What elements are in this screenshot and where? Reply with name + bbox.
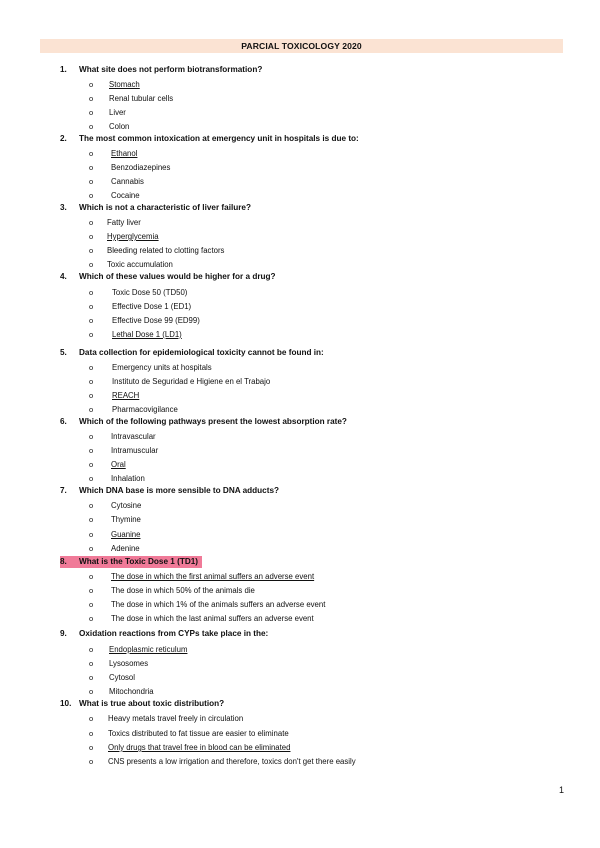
bullet-icon: o bbox=[89, 177, 94, 186]
bullet-icon: o bbox=[89, 645, 94, 654]
bullet-icon: o bbox=[89, 743, 94, 752]
bullet-icon: o bbox=[89, 673, 94, 682]
answer-option: Cytosine bbox=[111, 501, 142, 510]
bullet-icon: o bbox=[89, 302, 94, 311]
bullet-icon: o bbox=[89, 191, 94, 200]
bullet-icon: o bbox=[89, 729, 94, 738]
question-text: What is the Toxic Dose 1 (TD1) bbox=[79, 557, 199, 566]
answer-option: Instituto de Seguridad e Higiene en el Trabajo bbox=[112, 377, 271, 386]
answer-option-correct: Only drugs that travel free in blood can be eliminated bbox=[108, 743, 291, 752]
bullet-icon: o bbox=[89, 316, 94, 325]
answer-option: Inhalation bbox=[111, 474, 145, 483]
answer-option-correct: Endoplasmic reticulum bbox=[109, 645, 188, 654]
answer-option: Colon bbox=[109, 122, 130, 131]
answer-option-correct: Stomach bbox=[109, 80, 140, 89]
question-number: 1. bbox=[60, 65, 67, 74]
question-number: 3. bbox=[60, 203, 67, 212]
question-10 bbox=[60, 698, 224, 710]
answer-option-correct: Ethanol bbox=[111, 149, 138, 158]
bullet-icon: o bbox=[89, 757, 94, 766]
answer-option: Intramuscular bbox=[111, 446, 159, 455]
bullet-icon: o bbox=[89, 260, 94, 269]
question-6 bbox=[60, 416, 347, 428]
bullet-icon: o bbox=[89, 572, 94, 581]
question-text: Which is not a characteristic of liver failure? bbox=[79, 203, 251, 212]
question-text: Data collection for epidemiological toxicity cannot be found in: bbox=[79, 348, 324, 357]
question-number: 6. bbox=[60, 417, 67, 426]
bullet-icon: o bbox=[89, 474, 94, 483]
bullet-icon: o bbox=[89, 330, 94, 339]
question-text: What site does not perform biotransformation? bbox=[79, 65, 263, 74]
question-7 bbox=[60, 485, 279, 497]
question-text: Which DNA base is more sensible to DNA adducts? bbox=[79, 486, 280, 495]
answer-option: Benzodiazepines bbox=[111, 163, 171, 172]
title-band bbox=[40, 39, 563, 53]
answer-option: Effective Dose 1 (ED1) bbox=[112, 302, 192, 311]
question-number: 7. bbox=[60, 486, 67, 495]
bullet-icon: o bbox=[89, 108, 94, 117]
question-number: 8. bbox=[60, 557, 67, 566]
answer-option: CNS presents a low irrigation and therefore, toxics don't get there easily bbox=[108, 757, 356, 766]
bullet-icon: o bbox=[89, 530, 94, 539]
answer-option: Effective Dose 99 (ED99) bbox=[112, 316, 200, 325]
answer-option: Liver bbox=[109, 108, 126, 117]
question-number: 5. bbox=[60, 348, 67, 357]
question-text: Which of the following pathways present the lowest absorption rate? bbox=[79, 417, 347, 426]
question-text: Which of these values would be higher for a drug? bbox=[79, 272, 276, 281]
answer-option: Lysosomes bbox=[109, 659, 149, 668]
bullet-icon: o bbox=[89, 515, 94, 524]
bullet-icon: o bbox=[89, 446, 94, 455]
question-number: 4. bbox=[60, 272, 67, 281]
question-1 bbox=[60, 64, 262, 76]
question-4 bbox=[60, 271, 276, 283]
question-9 bbox=[60, 628, 268, 640]
bullet-icon: o bbox=[89, 94, 94, 103]
bullet-icon: o bbox=[89, 377, 94, 386]
bullet-icon: o bbox=[89, 122, 94, 131]
answer-option: Thymine bbox=[111, 515, 141, 524]
answer-option-correct: REACH bbox=[112, 391, 140, 400]
question-text: The most common intoxication at emergency unit in hospitals is due to: bbox=[79, 134, 359, 143]
bullet-icon: o bbox=[89, 432, 94, 441]
question-number: 9. bbox=[60, 629, 67, 638]
answer-option: Bleeding related to clotting factors bbox=[107, 246, 225, 255]
answer-option: Toxic accumulation bbox=[107, 260, 173, 269]
question-number: 2. bbox=[60, 134, 67, 143]
bullet-icon: o bbox=[89, 80, 94, 89]
answer-option: Cytosol bbox=[109, 673, 135, 682]
answer-option: Toxic Dose 50 (TD50) bbox=[112, 288, 188, 297]
answer-option-correct: Lethal Dose 1 (LD1) bbox=[112, 330, 182, 339]
bullet-icon: o bbox=[89, 600, 94, 609]
answer-option: Pharmacovigilance bbox=[112, 405, 178, 414]
bullet-icon: o bbox=[89, 391, 94, 400]
bullet-icon: o bbox=[89, 687, 94, 696]
bullet-icon: o bbox=[89, 501, 94, 510]
bullet-icon: o bbox=[89, 714, 94, 723]
question-2 bbox=[60, 133, 359, 145]
answer-option: Toxics distributed to fat tissue are easier to eliminate bbox=[108, 729, 289, 738]
bullet-icon: o bbox=[89, 218, 94, 227]
answer-option: Intravascular bbox=[111, 432, 156, 441]
question-text: What is true about toxic distribution? bbox=[79, 699, 225, 708]
question-number: 10. bbox=[60, 699, 72, 708]
document-title: PARCIAL TOXICOLOGY 2020 bbox=[241, 41, 362, 51]
answer-option: Heavy metals travel freely in circulation bbox=[108, 714, 244, 723]
answer-option-correct: Oral bbox=[111, 460, 126, 469]
answer-option: The dose in which the last animal suffers an adverse event bbox=[111, 614, 314, 623]
answer-option: Cannabis bbox=[111, 177, 144, 186]
answer-option: The dose in which 50% of the animals die bbox=[111, 586, 255, 595]
answer-option: Emergency units at hospitals bbox=[112, 363, 212, 372]
bullet-icon: o bbox=[89, 232, 94, 241]
answer-option-correct: Guanine bbox=[111, 530, 141, 539]
bullet-icon: o bbox=[89, 659, 94, 668]
page-number: 1 bbox=[558, 785, 564, 795]
answer-option-correct: Hyperglycemia bbox=[107, 232, 159, 241]
bullet-icon: o bbox=[89, 363, 94, 372]
question-5 bbox=[60, 347, 324, 359]
answer-option: Mitochondria bbox=[109, 687, 154, 696]
question-text: Oxidation reactions from CYPs take place in the: bbox=[79, 629, 269, 638]
answer-option-correct: The dose in which the first animal suffers an adverse event bbox=[111, 572, 315, 581]
answer-option: The dose in which 1% of the animals suffers an adverse event bbox=[111, 600, 326, 609]
bullet-icon: o bbox=[89, 405, 94, 414]
bullet-icon: o bbox=[89, 163, 94, 172]
question-8 bbox=[60, 556, 202, 568]
bullet-icon: o bbox=[89, 288, 94, 297]
bullet-icon: o bbox=[89, 614, 94, 623]
bullet-icon: o bbox=[89, 149, 94, 158]
bullet-icon: o bbox=[89, 544, 94, 553]
bullet-icon: o bbox=[89, 460, 94, 469]
answer-option: Adenine bbox=[111, 544, 140, 553]
bullet-icon: o bbox=[89, 586, 94, 595]
bullet-icon: o bbox=[89, 246, 94, 255]
answer-option: Fatty liver bbox=[107, 218, 141, 227]
question-3 bbox=[60, 202, 251, 214]
answer-option: Renal tubular cells bbox=[109, 94, 174, 103]
answer-option: Cocaine bbox=[111, 191, 140, 200]
